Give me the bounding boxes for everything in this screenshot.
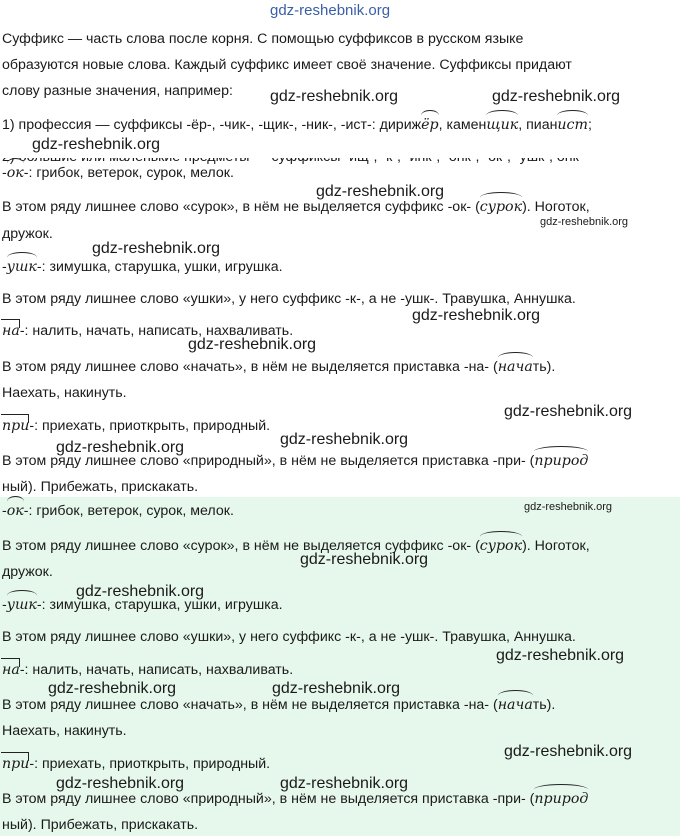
task-line: на-: налить, начать, написать, нахваливать. bbox=[2, 662, 294, 678]
watermark: gdz-reshebnik.org bbox=[188, 336, 317, 353]
watermark: gdz-reshebnik.org bbox=[280, 431, 409, 448]
intro-line: образуются новые слова. Каждый суффикс имеет своё значение. Суффиксы придают bbox=[2, 57, 572, 73]
watermark: gdz-reshebnik.org bbox=[76, 583, 205, 600]
answer-line: В этом ряду лишнее слово «начать», в нём не выделяется приставка -на- (начать). bbox=[2, 359, 556, 375]
task-line: -ок-: грибок, ветерок, сурок, мелок. bbox=[2, 165, 234, 181]
answer-line: ный). Прибежать, прискакать. bbox=[2, 817, 199, 833]
answer-line: В этом ряду лишнее слово «сурок», в нём не выделяется суффикс -ок- (сурок). Ноготок, bbox=[2, 199, 590, 215]
watermark: gdz-reshebnik.org bbox=[524, 501, 613, 513]
watermark: gdz-reshebnik.org bbox=[316, 183, 445, 200]
task-line: на-: налить, начать, написать, нахваливать. bbox=[2, 323, 294, 339]
answer-line: Наехать, накинуть. bbox=[2, 723, 127, 739]
task-line: при-: приехать, приоткрыть, природный. bbox=[2, 756, 271, 772]
watermark: gdz-reshebnik.org bbox=[56, 439, 185, 456]
watermark: gdz-reshebnik.org bbox=[504, 403, 633, 420]
watermark: gdz-reshebnik.org bbox=[272, 680, 401, 697]
task-line: -ушк-: зимушка, старушка, ушки, игрушка. bbox=[2, 259, 283, 275]
watermark: gdz-reshebnik.org bbox=[48, 680, 177, 697]
watermark: gdz-reshebnik.org bbox=[92, 240, 221, 257]
answer-line: ный). Прибежать, прискакать. bbox=[2, 479, 199, 495]
intro-item: 1) профессия — суффиксы -ёр-, -чик-, -щик-, -ник-, -ист-: дирижёр, каменщик, пианист; bbox=[2, 117, 592, 133]
answer-line: дружок. bbox=[2, 226, 53, 242]
watermark: gdz-reshebnik.org bbox=[492, 88, 621, 105]
answer-line: В этом ряду лишнее слово «начать», в нём не выделяется приставка -на- (начать). bbox=[2, 697, 556, 713]
answer-line: В этом ряду лишнее слово «ушки», у него суффикс -к-, а не -ушк-. Травушка, Аннушка. bbox=[2, 629, 576, 645]
task-line: -ушк-: зимушка, старушка, ушки, игрушка. bbox=[2, 597, 283, 613]
watermark: gdz-reshebnik.org bbox=[540, 216, 629, 228]
watermark: gdz-reshebnik.org bbox=[504, 743, 633, 760]
answer-line: В этом ряду лишнее слово «ушки», у него суффикс -к-, а не -ушк-. Травушка, Аннушка. bbox=[2, 291, 576, 307]
answer-line: В этом ряду лишнее слово «сурок», в нём не выделяется суффикс -ок- (сурок). Ноготок, bbox=[2, 538, 590, 554]
task-line: -ок-: грибок, ветерок, сурок, мелок. bbox=[2, 503, 234, 519]
watermark: gdz-reshebnik.org bbox=[280, 775, 409, 792]
intro-line: слову разные значения, например: bbox=[2, 83, 233, 99]
watermark: gdz-reshebnik.org bbox=[56, 775, 185, 792]
intro-line: Суффикс — часть слова после корня. С помощью суффиксов в русском языке bbox=[2, 31, 524, 47]
answer-line: дружок. bbox=[2, 564, 53, 580]
watermark: gdz-reshebnik.org bbox=[32, 136, 161, 153]
watermark: gdz-reshebnik.org bbox=[496, 647, 625, 664]
watermark: gdz-reshebnik.org bbox=[412, 307, 541, 324]
answer-line: В этом ряду лишнее слово «природный», в нём не выделяется приставка -при- (природ bbox=[2, 453, 589, 469]
task-line: при-: приехать, приоткрыть, природный. bbox=[2, 418, 271, 434]
watermark: gdz-reshebnik.org bbox=[300, 551, 429, 568]
watermark: gdz-reshebnik.org bbox=[270, 2, 391, 19]
answer-line: В этом ряду лишнее слово «природный», в нём не выделяется приставка -при- (природ bbox=[2, 791, 589, 807]
answer-line: Наехать, накинуть. bbox=[2, 385, 127, 401]
watermark: gdz-reshebnik.org bbox=[270, 88, 399, 105]
